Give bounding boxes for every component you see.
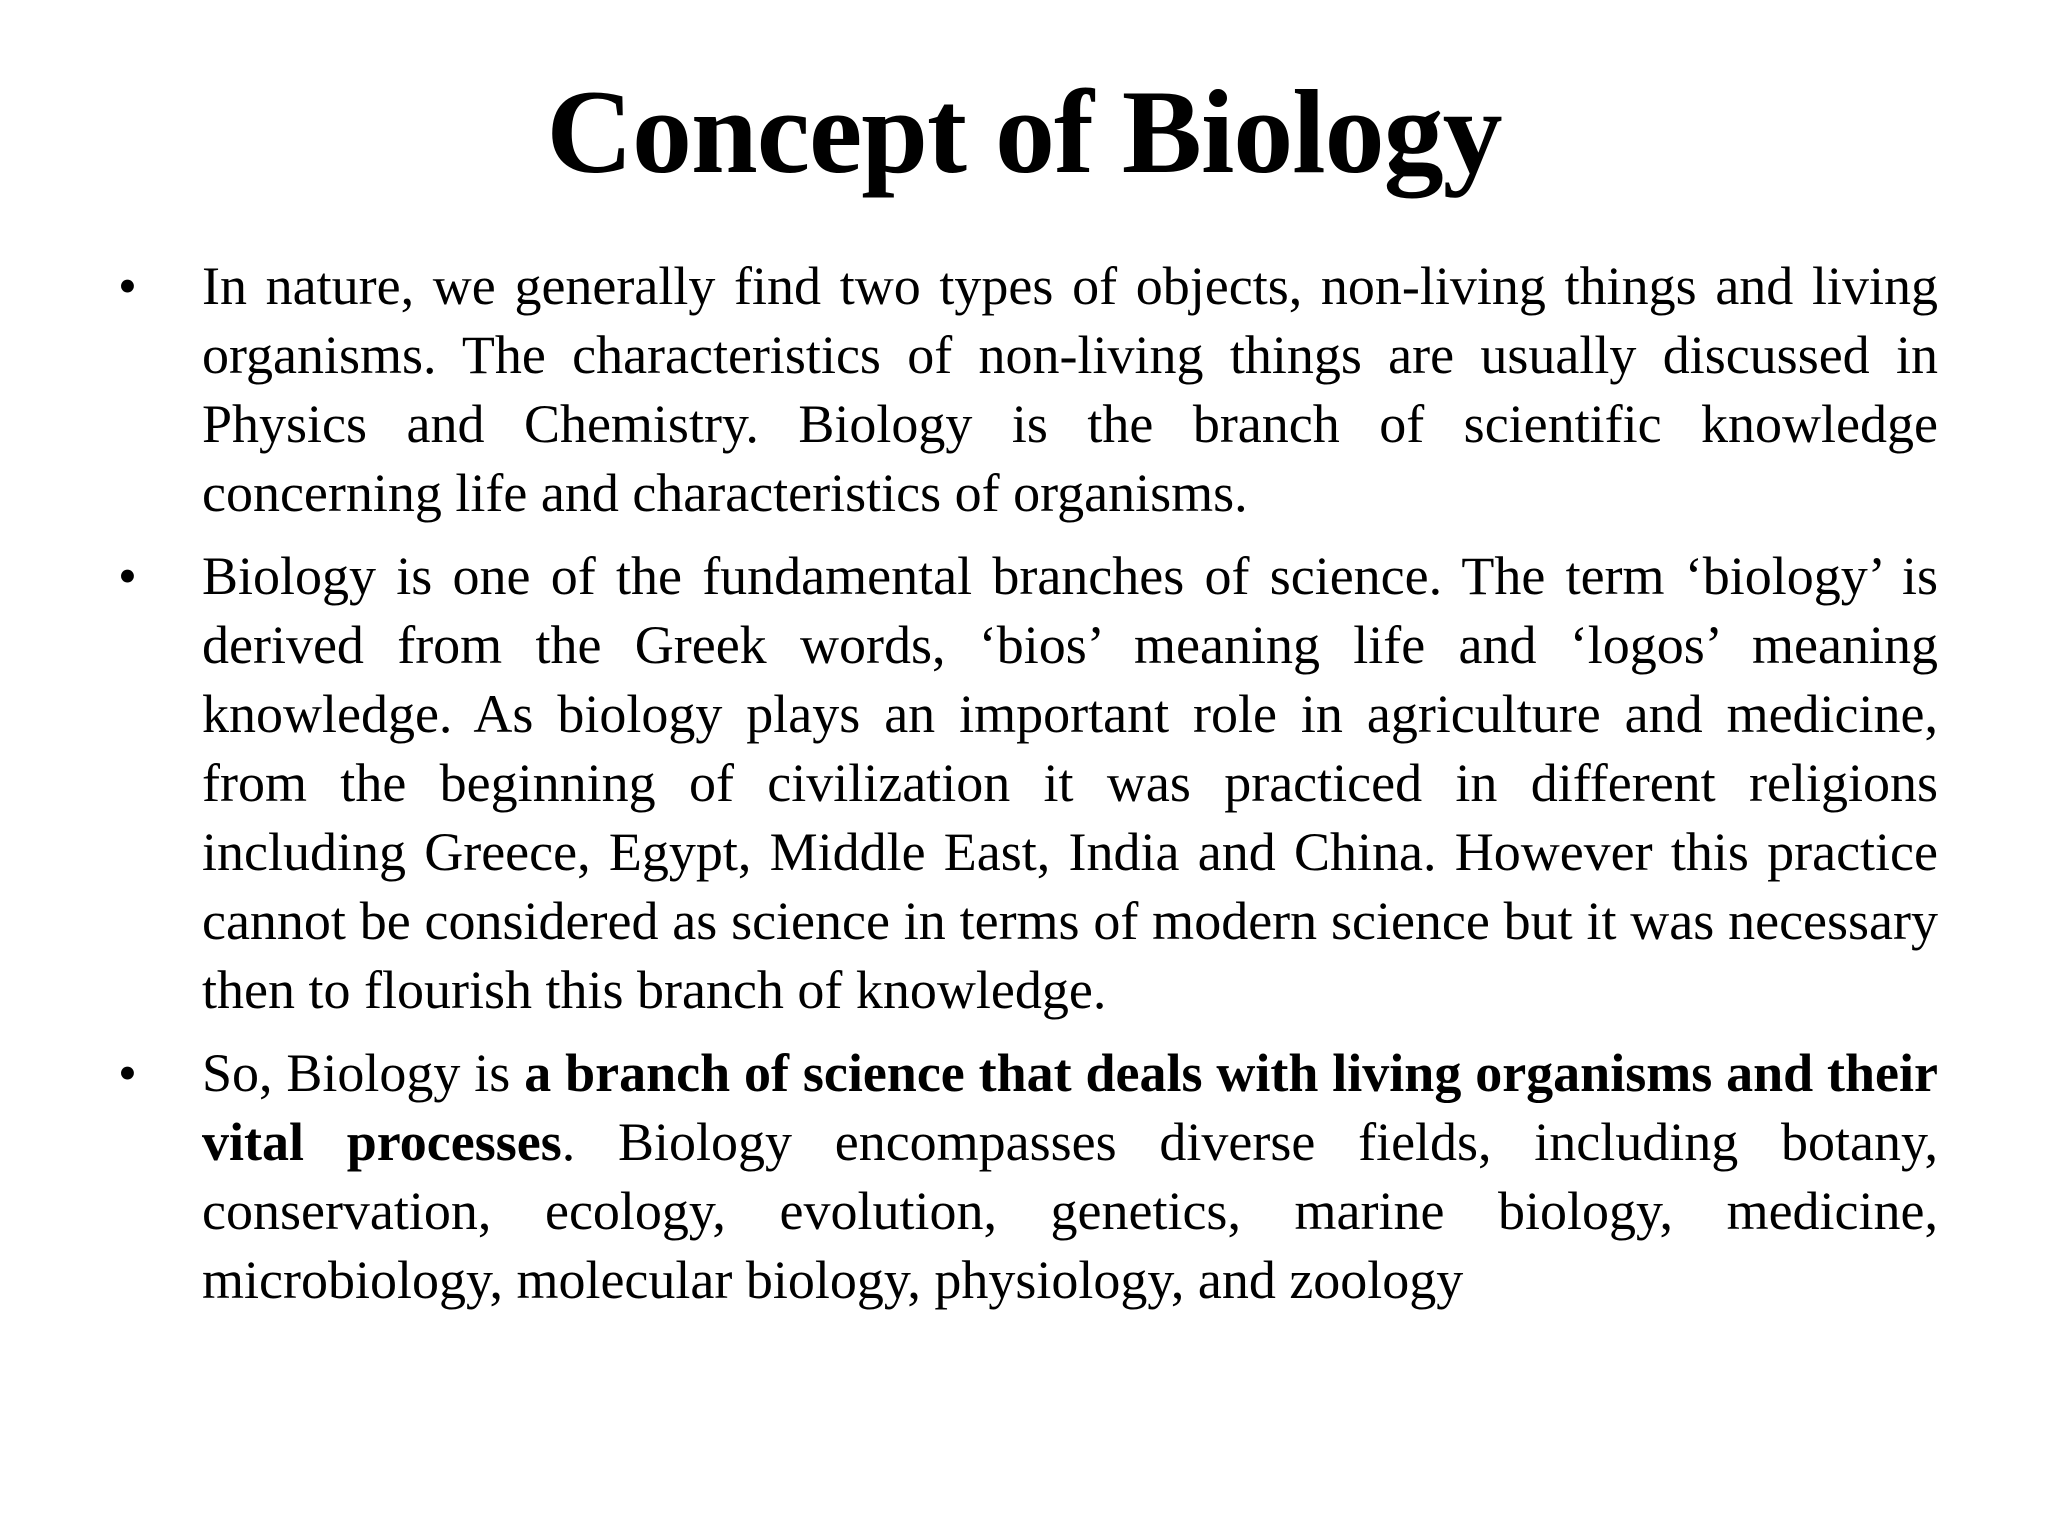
bullet-text-prefix: So, Biology is [202,1043,525,1103]
bullet-text-suffix: . Biology encompasses diverse fields, including botany, conservation, ecology, evolution, genetics, marine biology, medicine, microbiology, molecular biology, physiology, and zoology [202,1112,1938,1310]
bullet-item-nature [0,252,2048,528]
bullet-text [202,1039,1938,1315]
definition-highlight: a branch of science that deals with living organisms and their vital processes [202,1043,1938,1172]
bullet-item-definition [0,1039,2048,1315]
bullet-list [0,252,2048,1329]
bullet-text: Biology is one of the fundamental branches of science. The term ‘biology’ is derived from the Greek words, ‘bios’ meaning life and ‘logos’ meaning knowledge. As biology plays an important role in agriculture and medicine, from the beginning of civilization it was practiced in different religions including Greece, Egypt, Middle East, India and China. However this practice cannot be considered as science in terms of modern science but it was necessary then to flourish this branch of knowledge. [202,546,1938,1020]
bullet-item-etymology [0,542,2048,1025]
bullet-text: In nature, we generally find two types of objects, non-living things and living organisms. The characteristics of non-living things are usually discussed in Physics and Chemistry. Biology is the branch of scientific knowledge concerning life and characteristics of organisms. [202,256,1938,523]
bullet-icon: • [118,256,137,316]
slide-title: Concept of Biology [546,65,1502,198]
bullet-icon: • [118,1043,137,1103]
bullet-icon: • [118,546,137,606]
